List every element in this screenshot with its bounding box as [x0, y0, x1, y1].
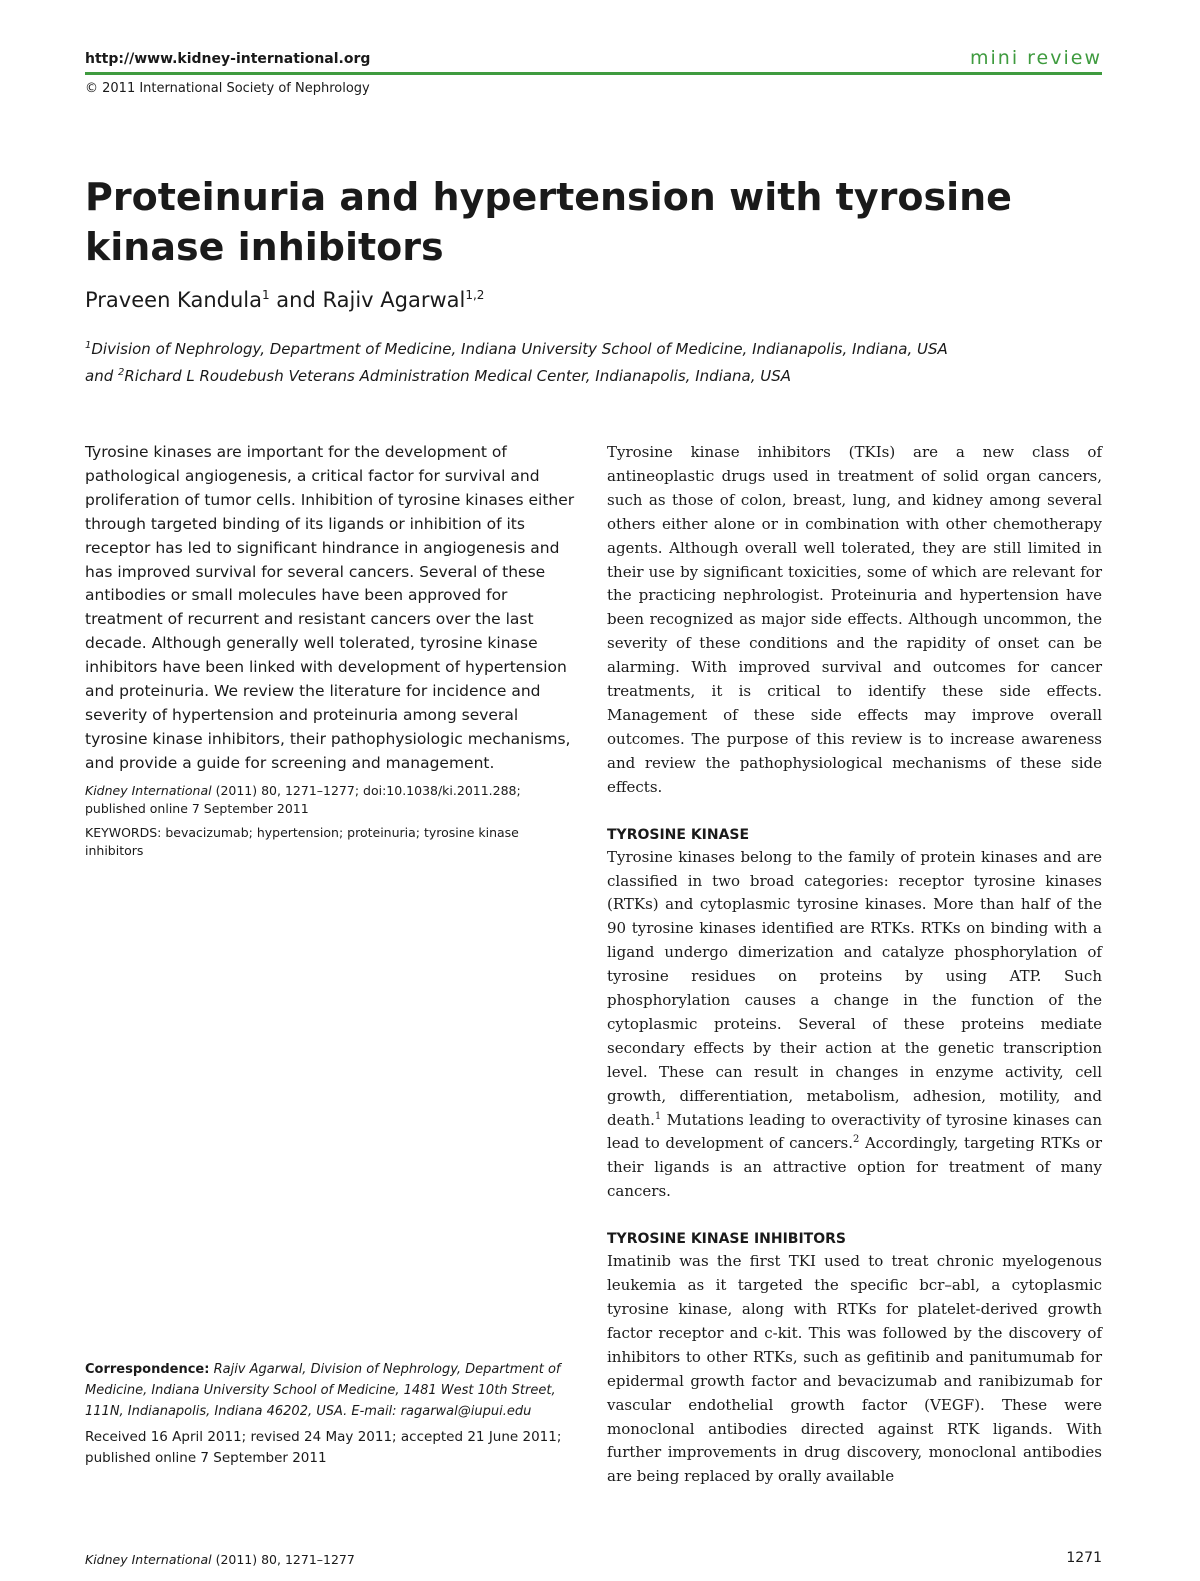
right-column — [607, 441, 1102, 1489]
abstract: Tyrosine kinases are important for the development of pathological angiogenesis, a critical factor for survival and proliferation of tumor cells. Inhibition of tyrosine kinases either through targeted binding of its ligands or inhibition of its receptor has led to significant hindrance in angiogenesis and has improved survival for several cancers. Several of these antibodies or small molecules have been approved for treatment of recurrent and resistant cancers over the last decade. Although generally well tolerated, tyrosine kinase inhibitors have been linked with development of hypertension and proteinuria. We review the literature for incidence and severity of hypertension and proteinuria among several tyrosine kinase inhibitors, their pathophysiologic mechanisms, and provide a guide for screening and management. — [85, 443, 575, 772]
section-tag: mini review — [970, 47, 1102, 69]
body-paragraph — [607, 846, 1102, 1205]
footer-journal-name: Kidney International — [85, 1552, 212, 1567]
affiliation-conjunction: and — [85, 367, 118, 385]
affil-mark: 1 — [85, 340, 92, 351]
correspondence-label: Correspondence: — [85, 1362, 210, 1377]
affiliation-text: Richard L Roudebush Veterans Administration Medical Center, Indianapolis, Indiana, USA — [124, 367, 792, 385]
correspondence — [85, 1359, 580, 1422]
author-name: Rajiv Agarwal — [322, 288, 466, 312]
left-column — [85, 441, 580, 860]
article-title: Proteinuria and hypertension with tyrosine kinase inhibitors — [85, 175, 1012, 269]
author-affil-mark: 1,2 — [465, 288, 485, 302]
section-heading: TYROSINE KINASE — [607, 826, 750, 843]
affiliation-line — [85, 361, 1105, 388]
footer-volume: (2011) 80, 1271–1277 — [211, 1552, 355, 1567]
intro-paragraph: Tyrosine kinase inhibitors (TKIs) are a new class of antineoplastic drugs used in treatment of solid organ cancers, such as those of colon, breast, lung, and kidney among several others either alone or in combination with other chemotherapy agents. Although overall well tolerated, they are still limited in their use by significant toxicities, some of which are relevant for the practicing nephrologist. Proteinuria and hypertension have been recognized as major side effects. Although uncommon, the severity of these conditions and the rapidity of onset can be alarming. With improved survival and outcomes for cancer treatments, it is critical to identify these side effects. Management of these side effects may improve overall outcomes. The purpose of this review is to increase awareness and review the pathophysiological mechanisms of these side effects. — [607, 443, 1102, 796]
reference-mark[interactable]: 1 — [654, 1110, 662, 1122]
header-rule — [85, 72, 1102, 75]
affil-mark: 2 — [118, 367, 125, 378]
journal-url[interactable]: http://www.kidney-international.org — [85, 51, 371, 67]
affiliation-text: Division of Nephrology, Department of Medicine, Indiana University School of Medicine, Indianapolis, Indiana, USA — [91, 340, 948, 358]
citation-journal: Kidney International — [85, 782, 212, 798]
author-affil-mark: 1 — [261, 288, 270, 302]
author-list — [85, 288, 484, 312]
keywords: KEYWORDS: bevacizumab; hypertension; proteinuria; tyrosine kinase inhibitors — [85, 824, 519, 858]
para-text: Mutations leading to overactivity of tyrosine kinases can lead to development of cancers. — [607, 1110, 1102, 1153]
body-paragraph: Imatinib was the first TKI used to treat chronic myelogenous leukemia as it targeted the specific bcr–abl, a cytoplasmic tyrosine kinase, along with RTKs for platelet-derived growth factor receptor and c-kit. This was followed by the discovery of inhibitors to other RTKs, such as gefitinib and panitumumab for epidermal growth factor and bevacizumab and ranibizumab for vascular endothelial growth factor (VEGF). These were monoclonal antibodies directed against RTK ligands. With further improvements in drug discovery, monoclonal antibodies are being replaced by orally available — [607, 1252, 1102, 1486]
page-number: 1271 — [1066, 1550, 1102, 1566]
author-name: Praveen Kandula — [85, 288, 262, 312]
affiliation-line — [85, 334, 1105, 361]
citation-published: published online 7 September 2011 — [85, 800, 309, 816]
received-dates: Received 16 April 2011; revised 24 May 2011; accepted 21 June 2011; published online 7 September 2011 — [85, 1429, 562, 1466]
citation — [85, 782, 580, 818]
citation-details: (2011) 80, 1271–1277; doi:10.1038/ki.2011.288; — [211, 782, 521, 798]
section-heading: TYROSINE KINASE INHIBITORS — [607, 1231, 846, 1248]
author-conjunction: and — [269, 288, 323, 312]
footer-citation — [85, 1552, 355, 1567]
para-text: Accordingly, targeting RTKs or their ligands is an attractive option for treatment of many cancers. — [607, 1134, 1102, 1201]
para-text: Tyrosine kinases belong to the family of protein kinases and are classified in two broad categories: receptor tyrosine kinases (RTKs) and cytoplasmic tyrosine kinases. More than half of the 90 tyrosine kinases identified are RTKs. RTKs on binding with a ligand undergo dimerization and catalyze phosphorylation of tyrosine residues on proteins by using ATP. Such phosphorylation causes a change in the function of the cytoplasmic proteins. Several of these proteins mediate secondary effects by their action at the genetic transcription level. These can result in changes in enzyme activity, cell growth, differentiation, metabolism, adhesion, motility, and death. — [607, 847, 1102, 1129]
correspondence-text: Rajiv Agarwal, Division of Nephrology, Department of Medicine, Indiana University School of Medicine, 1481 West 10th Street, 111N, Indianapolis, Indiana 46202, USA. E-mail: ragarwal@iupui.edu — [85, 1362, 561, 1419]
copyright-line: © 2011 International Society of Nephrology — [85, 81, 370, 96]
affiliations — [85, 334, 1105, 388]
reference-mark[interactable]: 2 — [853, 1134, 860, 1146]
